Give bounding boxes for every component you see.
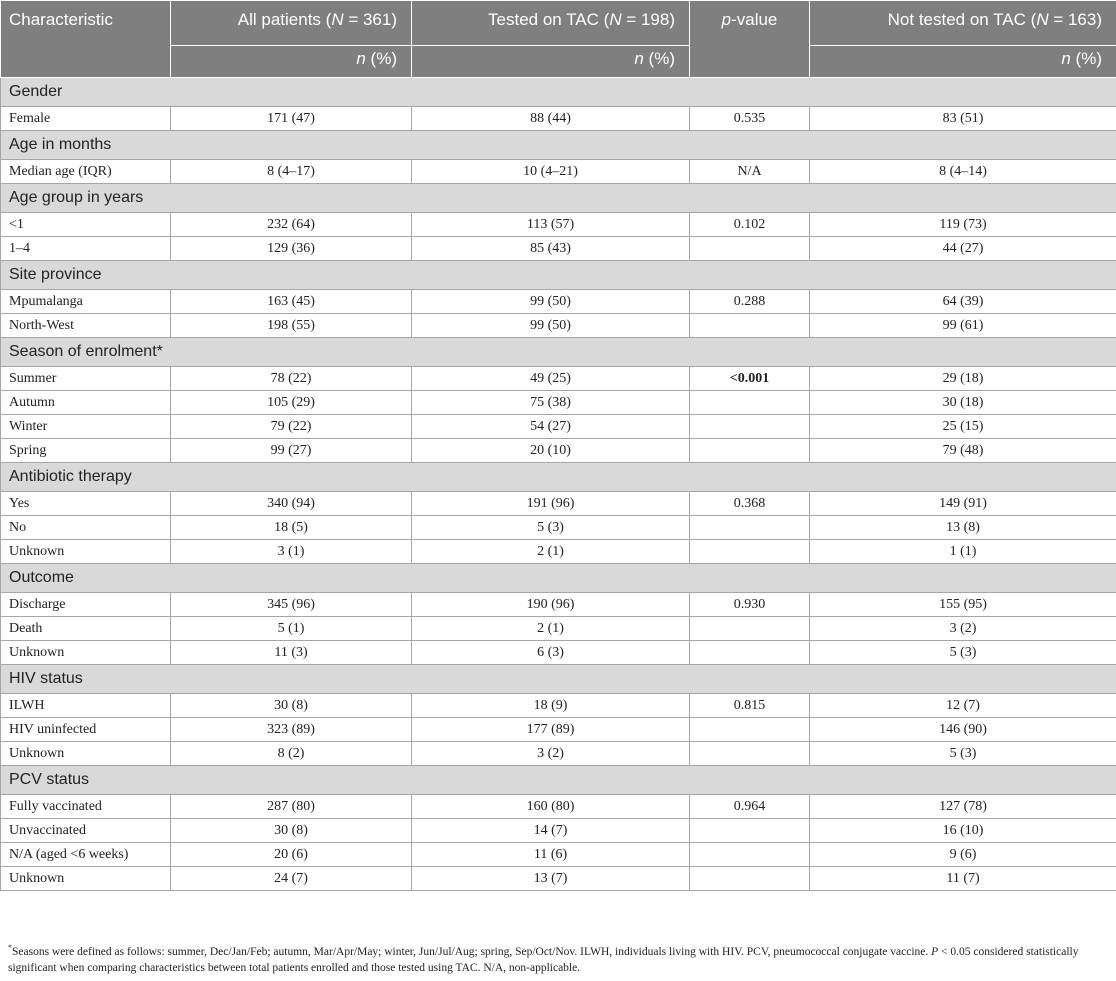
table-row: [1, 391, 1116, 415]
cell-all-patients: 345 (96): [171, 593, 412, 617]
cell-tested-on-tac: 99 (50): [412, 290, 690, 314]
cell-p-value: 0.964: [690, 795, 810, 819]
cell-p-value: [690, 867, 810, 891]
cell-all-patients: 30 (8): [171, 694, 412, 718]
table-row: [1, 107, 1116, 131]
cell-tested-on-tac: 177 (89): [412, 718, 690, 742]
cell-not-tested-on-tac: 13 (8): [810, 516, 1116, 540]
cell-p-value: [690, 237, 810, 261]
table-row: [1, 237, 1116, 261]
cell-not-tested-on-tac: 99 (61): [810, 314, 1116, 338]
row-label: Mpumalanga: [1, 290, 171, 314]
cell-all-patients: 99 (27): [171, 439, 412, 463]
section-header-row: [1, 338, 1116, 367]
cell-tested-on-tac: 99 (50): [412, 314, 690, 338]
cell-all-patients: 8 (2): [171, 742, 412, 766]
row-label: Yes: [1, 492, 171, 516]
cell-all-patients: 232 (64): [171, 213, 412, 237]
row-label: Unvaccinated: [1, 819, 171, 843]
cell-tested-on-tac: 113 (57): [412, 213, 690, 237]
section-title: Outcome: [1, 564, 1116, 593]
cell-p-value: 0.815: [690, 694, 810, 718]
cell-p-value: [690, 843, 810, 867]
table-row: [1, 694, 1116, 718]
cell-p-value: [690, 641, 810, 665]
cell-p-value: [690, 540, 810, 564]
cell-all-patients: 171 (47): [171, 107, 412, 131]
cell-not-tested-on-tac: 83 (51): [810, 107, 1116, 131]
row-label: Female: [1, 107, 171, 131]
table-row: [1, 367, 1116, 391]
cell-not-tested-on-tac: 5 (3): [810, 641, 1116, 665]
row-label: N/A (aged <6 weeks): [1, 843, 171, 867]
row-label: Median age (IQR): [1, 160, 171, 184]
cell-tested-on-tac: 160 (80): [412, 795, 690, 819]
table-row: [1, 819, 1116, 843]
cell-tested-on-tac: 13 (7): [412, 867, 690, 891]
cell-tested-on-tac: 2 (1): [412, 617, 690, 641]
section-title: PCV status: [1, 766, 1116, 795]
cell-all-patients: 11 (3): [171, 641, 412, 665]
header-p-value: p-value: [690, 1, 810, 78]
table-row: [1, 843, 1116, 867]
cell-tested-on-tac: 75 (38): [412, 391, 690, 415]
section-header-row: [1, 766, 1116, 795]
table-row: [1, 617, 1116, 641]
row-label: Spring: [1, 439, 171, 463]
table-row: [1, 795, 1116, 819]
section-header-row: [1, 78, 1116, 107]
cell-not-tested-on-tac: 149 (91): [810, 492, 1116, 516]
subheader-all-patients: n (%): [171, 46, 412, 78]
section-header-row: [1, 184, 1116, 213]
cell-all-patients: 129 (36): [171, 237, 412, 261]
cell-not-tested-on-tac: 119 (73): [810, 213, 1116, 237]
header-not-tested-on-tac: Not tested on TAC (N = 163): [810, 1, 1116, 46]
cell-tested-on-tac: 2 (1): [412, 540, 690, 564]
cell-not-tested-on-tac: 9 (6): [810, 843, 1116, 867]
cell-tested-on-tac: 5 (3): [412, 516, 690, 540]
subheader-tested-on-tac: n (%): [412, 46, 690, 78]
row-label: Unknown: [1, 742, 171, 766]
cell-all-patients: 198 (55): [171, 314, 412, 338]
section-header-row: [1, 463, 1116, 492]
cell-all-patients: 323 (89): [171, 718, 412, 742]
subheader-not-tested-on-tac: n (%): [810, 46, 1116, 78]
section-header-row: [1, 665, 1116, 694]
cell-p-value: 0.368: [690, 492, 810, 516]
cell-p-value: [690, 391, 810, 415]
cell-tested-on-tac: 14 (7): [412, 819, 690, 843]
section-title: Site province: [1, 261, 1116, 290]
row-label: Autumn: [1, 391, 171, 415]
cell-tested-on-tac: 6 (3): [412, 641, 690, 665]
table-row: [1, 641, 1116, 665]
cell-not-tested-on-tac: 8 (4–14): [810, 160, 1116, 184]
cell-not-tested-on-tac: 25 (15): [810, 415, 1116, 439]
section-title: Season of enrolment*: [1, 338, 1116, 367]
cell-not-tested-on-tac: 12 (7): [810, 694, 1116, 718]
row-label: HIV uninfected: [1, 718, 171, 742]
row-label: Winter: [1, 415, 171, 439]
cell-tested-on-tac: 88 (44): [412, 107, 690, 131]
cell-p-value: N/A: [690, 160, 810, 184]
row-label: Unknown: [1, 540, 171, 564]
cell-tested-on-tac: 10 (4–21): [412, 160, 690, 184]
cell-all-patients: 30 (8): [171, 819, 412, 843]
cell-p-value: 0.535: [690, 107, 810, 131]
section-title: Gender: [1, 78, 1116, 107]
row-label: Unknown: [1, 641, 171, 665]
cell-not-tested-on-tac: 1 (1): [810, 540, 1116, 564]
cell-not-tested-on-tac: 64 (39): [810, 290, 1116, 314]
cell-tested-on-tac: 190 (96): [412, 593, 690, 617]
cell-p-value: [690, 516, 810, 540]
cell-all-patients: 340 (94): [171, 492, 412, 516]
cell-all-patients: 79 (22): [171, 415, 412, 439]
table-row: [1, 415, 1116, 439]
cell-not-tested-on-tac: 44 (27): [810, 237, 1116, 261]
cell-p-value: [690, 439, 810, 463]
cell-not-tested-on-tac: 3 (2): [810, 617, 1116, 641]
row-label: Unknown: [1, 867, 171, 891]
row-label: ILWH: [1, 694, 171, 718]
row-label: Fully vaccinated: [1, 795, 171, 819]
cell-all-patients: 163 (45): [171, 290, 412, 314]
table-row: [1, 867, 1116, 891]
cell-p-value: [690, 742, 810, 766]
cell-tested-on-tac: 3 (2): [412, 742, 690, 766]
row-label: Discharge: [1, 593, 171, 617]
table-row: [1, 593, 1116, 617]
table-row: [1, 160, 1116, 184]
cell-not-tested-on-tac: 127 (78): [810, 795, 1116, 819]
section-title: HIV status: [1, 665, 1116, 694]
row-label: Death: [1, 617, 171, 641]
cell-not-tested-on-tac: 11 (7): [810, 867, 1116, 891]
header-row: [1, 1, 1116, 46]
cell-tested-on-tac: 49 (25): [412, 367, 690, 391]
cell-all-patients: 24 (7): [171, 867, 412, 891]
section-title: Age in months: [1, 131, 1116, 160]
header-tested-on-tac: Tested on TAC (N = 198): [412, 1, 690, 46]
cell-all-patients: 3 (1): [171, 540, 412, 564]
row-label: No: [1, 516, 171, 540]
cell-not-tested-on-tac: 79 (48): [810, 439, 1116, 463]
table-row: [1, 516, 1116, 540]
cell-not-tested-on-tac: 155 (95): [810, 593, 1116, 617]
cell-p-value: [690, 314, 810, 338]
cell-all-patients: 287 (80): [171, 795, 412, 819]
cell-tested-on-tac: 85 (43): [412, 237, 690, 261]
cell-all-patients: 20 (6): [171, 843, 412, 867]
table-row: [1, 742, 1116, 766]
cell-p-value: <0.001: [690, 367, 810, 391]
cell-not-tested-on-tac: 16 (10): [810, 819, 1116, 843]
cell-p-value: 0.930: [690, 593, 810, 617]
table-row: [1, 492, 1116, 516]
cell-not-tested-on-tac: 29 (18): [810, 367, 1116, 391]
section-header-row: [1, 261, 1116, 290]
cell-not-tested-on-tac: 5 (3): [810, 742, 1116, 766]
table-body: [1, 78, 1116, 891]
cell-all-patients: 18 (5): [171, 516, 412, 540]
cell-all-patients: 8 (4–17): [171, 160, 412, 184]
table-footnote: *Seasons were defined as follows: summer, Dec/Jan/Feb; autumn, Mar/Apr/May; winter, Jun/Jul/Aug; spring, Sep/Oct/Nov. ILWH, individuals living with HIV. PCV, pneumococcal conjugate vaccine. P < 0.05 considered statistically significant when comparing characteristics between total patients enrolled and those tested using TAC. N/A, non-applicable.: [8, 943, 1079, 974]
cell-p-value: [690, 617, 810, 641]
row-label: <1: [1, 213, 171, 237]
table-row: [1, 540, 1116, 564]
cell-tested-on-tac: 191 (96): [412, 492, 690, 516]
section-title: Age group in years: [1, 184, 1116, 213]
cell-all-patients: 105 (29): [171, 391, 412, 415]
cell-not-tested-on-tac: 30 (18): [810, 391, 1116, 415]
header-all-patients: All patients (N = 361): [171, 1, 412, 46]
cell-tested-on-tac: 54 (27): [412, 415, 690, 439]
cell-p-value: [690, 415, 810, 439]
cell-tested-on-tac: 20 (10): [412, 439, 690, 463]
cell-p-value: [690, 819, 810, 843]
cell-tested-on-tac: 18 (9): [412, 694, 690, 718]
row-label: Summer: [1, 367, 171, 391]
row-label: North-West: [1, 314, 171, 338]
cell-tested-on-tac: 11 (6): [412, 843, 690, 867]
cell-p-value: [690, 718, 810, 742]
section-header-row: [1, 131, 1116, 160]
row-label: 1–4: [1, 237, 171, 261]
cell-all-patients: 78 (22): [171, 367, 412, 391]
table-row: [1, 718, 1116, 742]
table-row: [1, 213, 1116, 237]
cell-not-tested-on-tac: 146 (90): [810, 718, 1116, 742]
cell-all-patients: 5 (1): [171, 617, 412, 641]
header-characteristic: Characteristic: [1, 1, 171, 78]
section-title: Antibiotic therapy: [1, 463, 1116, 492]
table-row: [1, 290, 1116, 314]
table-row: [1, 314, 1116, 338]
section-header-row: [1, 564, 1116, 593]
cell-p-value: 0.288: [690, 290, 810, 314]
table-row: [1, 439, 1116, 463]
cell-p-value: 0.102: [690, 213, 810, 237]
